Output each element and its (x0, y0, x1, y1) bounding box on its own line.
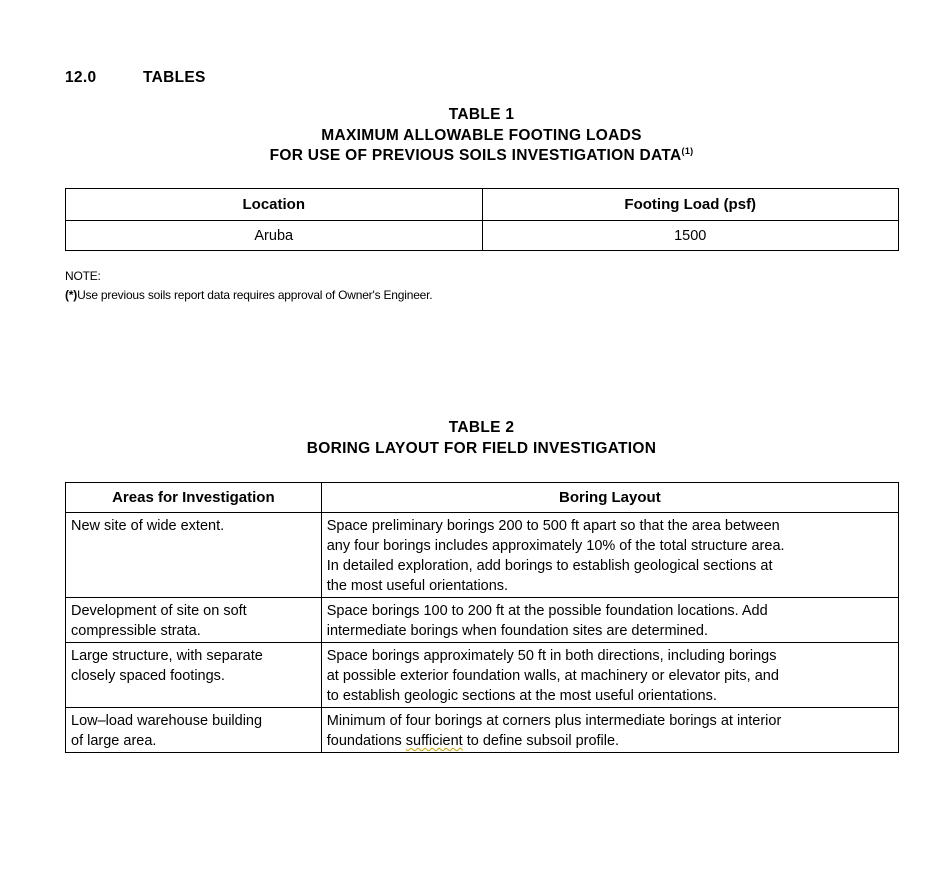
table-row (66, 643, 899, 708)
table1-title (0, 105, 941, 167)
area-cell (66, 708, 322, 753)
area-line: Large structure, with separate (71, 648, 263, 664)
area-line: Low–load warehouse building (71, 713, 263, 729)
area-line: closely spaced footings. (71, 668, 225, 684)
layout-line: the most useful orientations. (326, 578, 509, 594)
table1-title-line3 (0, 146, 941, 167)
table-row (66, 513, 899, 598)
table-row (66, 598, 899, 643)
footnote-marker: (1) (681, 146, 694, 156)
layout-line: Space borings 100 to 200 ft at the possible foundation locations. Add (326, 603, 768, 619)
column-header-location: Location (66, 189, 483, 221)
layout-line: In detailed exploration, add borings to establish geological sections at (326, 558, 773, 574)
layout-line: any four borings includes approximately 10% of the total structure area. (326, 538, 785, 554)
layout-line: Space borings approximately 50 ft in both directions, including borings (326, 648, 777, 664)
table2-title-line2: BORING LAYOUT FOR FIELD INVESTIGATION (306, 439, 657, 457)
section-number: 12.0 (65, 69, 97, 86)
location-cell: Aruba (66, 221, 483, 251)
area-cell (66, 598, 322, 643)
section-title: TABLES (143, 69, 206, 86)
note-marker: (*) (65, 288, 78, 302)
area-line: Development of site on soft (71, 603, 247, 619)
note-text (65, 286, 432, 305)
layout-line: Space preliminary borings 200 to 500 ft apart so that the area between (326, 518, 780, 534)
layout-cell (321, 708, 898, 753)
spellcheck-flagged-word[interactable]: sufficient (405, 733, 463, 749)
column-header-boring-layout: Boring Layout (321, 483, 898, 513)
boring-layout-table (65, 482, 899, 753)
table1-note (65, 267, 432, 305)
table-header-row (66, 189, 899, 221)
table1-title-line2: MAXIMUM ALLOWABLE FOOTING LOADS (321, 126, 642, 144)
table1-title-line1: TABLE 1 (448, 106, 515, 123)
note-body: Use previous soils report data requires approval of Owner's Engineer. (77, 288, 433, 302)
area-line: compressible strata. (71, 623, 201, 639)
layout-line: at possible exterior foundation walls, at machinery or elevator pits, and (326, 668, 779, 684)
layout-line: Minimum of four borings at corners plus intermediate borings at interior (326, 713, 782, 729)
layout-cell (321, 643, 898, 708)
layout-line: to establish geologic sections at the most useful orientations. (326, 688, 717, 704)
column-header-footing-load: Footing Load (psf) (482, 189, 899, 221)
table-header-row (66, 483, 899, 513)
layout-line: intermediate borings when foundation sites are determined. (326, 623, 708, 639)
footing-loads-table (65, 188, 899, 251)
note-label: NOTE: (65, 269, 101, 283)
table-row (66, 708, 899, 753)
layout-cell (321, 598, 898, 643)
table-row (66, 221, 899, 251)
area-cell (66, 643, 322, 708)
area-line: of large area. (71, 733, 157, 749)
column-header-areas: Areas for Investigation (66, 483, 322, 513)
table2-title-line1: TABLE 2 (448, 419, 515, 436)
section-heading (65, 69, 206, 87)
layout-cell (321, 513, 898, 598)
layout-text: to define subsoil profile. (462, 733, 620, 749)
table2-title (0, 418, 941, 459)
footing-load-cell: 1500 (482, 221, 899, 251)
table1-title-line3-text: FOR USE OF PREVIOUS SOILS INVESTIGATION DATA (269, 147, 682, 164)
area-cell (66, 513, 322, 598)
area-text: New site of wide extent. (71, 518, 225, 534)
layout-text: foundations (326, 733, 406, 749)
layout-line (327, 731, 894, 751)
